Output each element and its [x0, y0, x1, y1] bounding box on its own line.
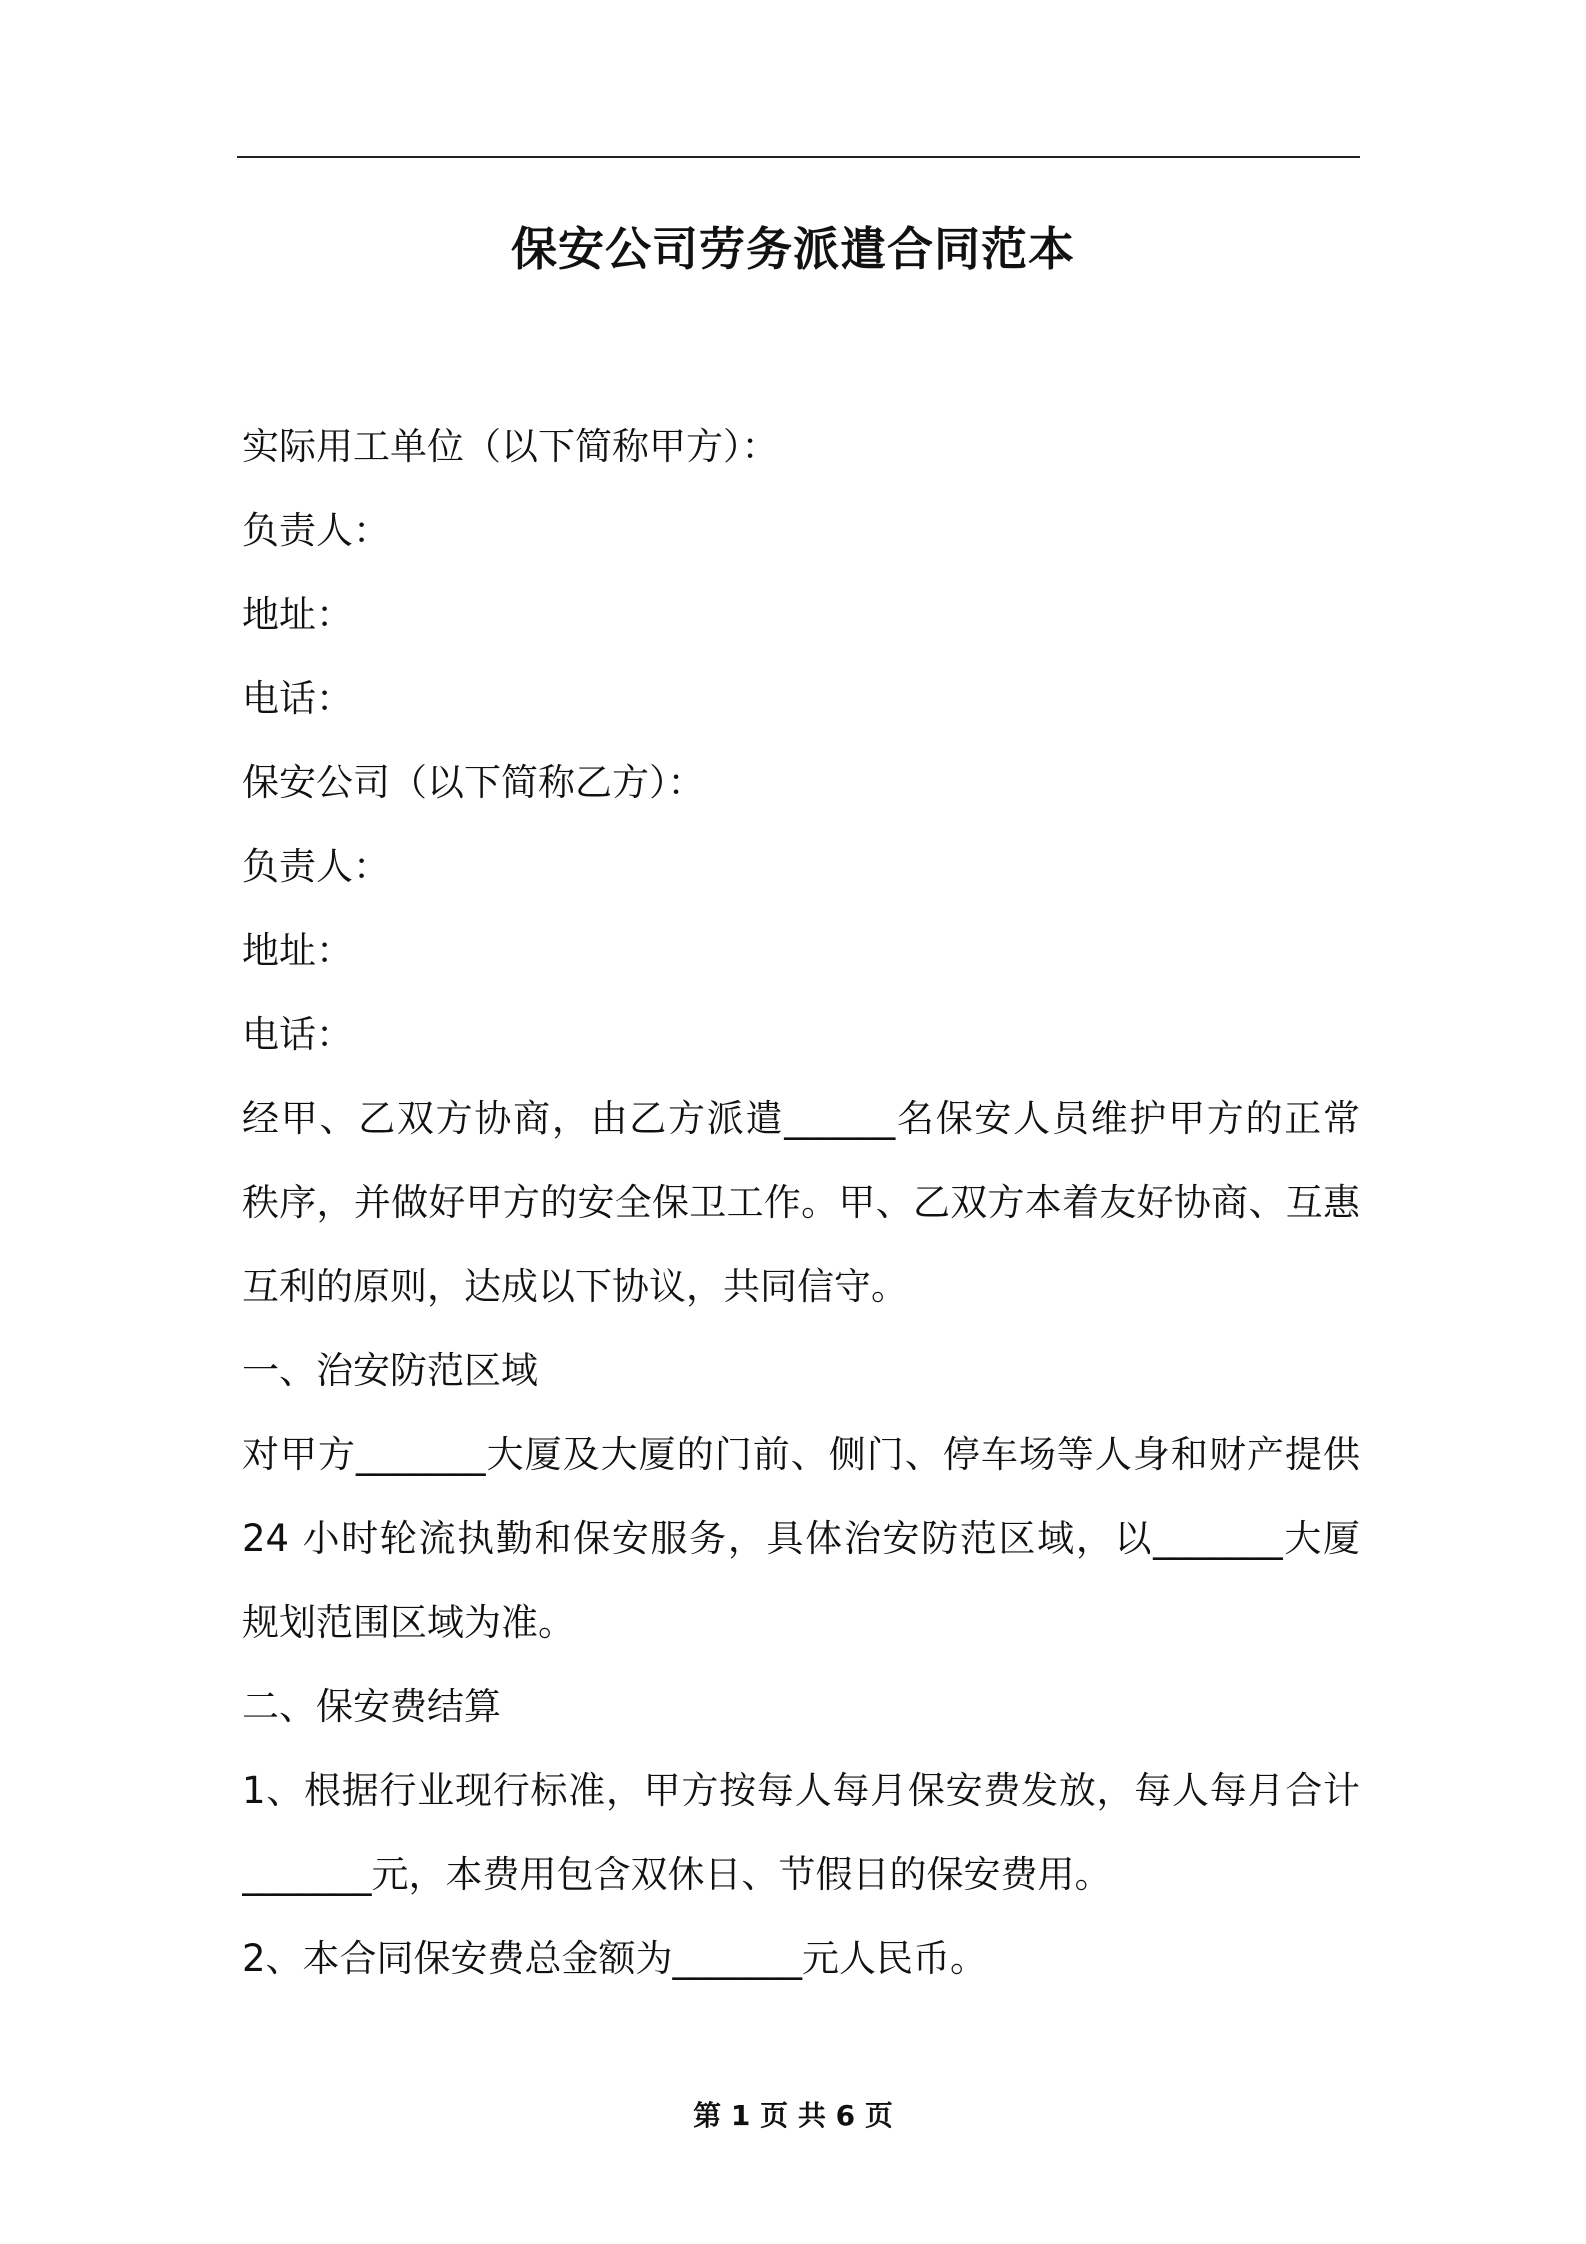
header-rule: [237, 156, 1360, 158]
section-paragraph-line: 24 小时轮流执勤和保安服务，具体治安防范区域，以_______大厦: [242, 1517, 1360, 1560]
party-a-representative: 负责人：: [242, 509, 390, 552]
party-b-address: 地址：: [242, 929, 353, 972]
section-paragraph-line: 规划范围区域为准。: [242, 1601, 575, 1644]
party-b-heading: 保安公司（以下简称乙方）：: [242, 761, 705, 804]
party-a-heading: 实际用工单位（以下简称甲方）：: [242, 425, 779, 468]
document-title: 保安公司劳务派遣合同范本: [511, 222, 1075, 276]
party-b-representative: 负责人：: [242, 845, 390, 888]
page-number: 第 1 页 共 6 页: [693, 2099, 893, 2132]
preamble-line: 互利的原则，达成以下协议，共同信守。: [242, 1265, 908, 1308]
preamble-line: 秩序，并做好甲方的安全保卫工作。甲、乙双方本着友好协商、互惠: [242, 1181, 1360, 1224]
section-paragraph-line: 对甲方_______大厦及大厦的门前、侧门、停车场等人身和财产提供: [242, 1433, 1360, 1476]
clause-line: 1、根据行业现行标准，甲方按每人每月保安费发放，每人每月合计: [242, 1769, 1360, 1812]
section-heading-security-area: 一、治安防范区域: [242, 1349, 538, 1392]
party-a-address: 地址：: [242, 593, 353, 636]
clause-line: 2、本合同保安费总金额为_______元人民币。: [242, 1937, 988, 1980]
clause-line: _______元，本费用包含双休日、节假日的保安费用。: [242, 1853, 1112, 1896]
document-body: [242, 405, 1360, 2001]
party-b-phone: 电话：: [242, 1013, 353, 1056]
section-heading-fee-settlement: 二、保安费结算: [242, 1685, 501, 1728]
party-a-phone: 电话：: [242, 677, 353, 720]
preamble-line: 经甲、乙双方协商，由乙方派遣______名保安人员维护甲方的正常: [242, 1097, 1360, 1140]
